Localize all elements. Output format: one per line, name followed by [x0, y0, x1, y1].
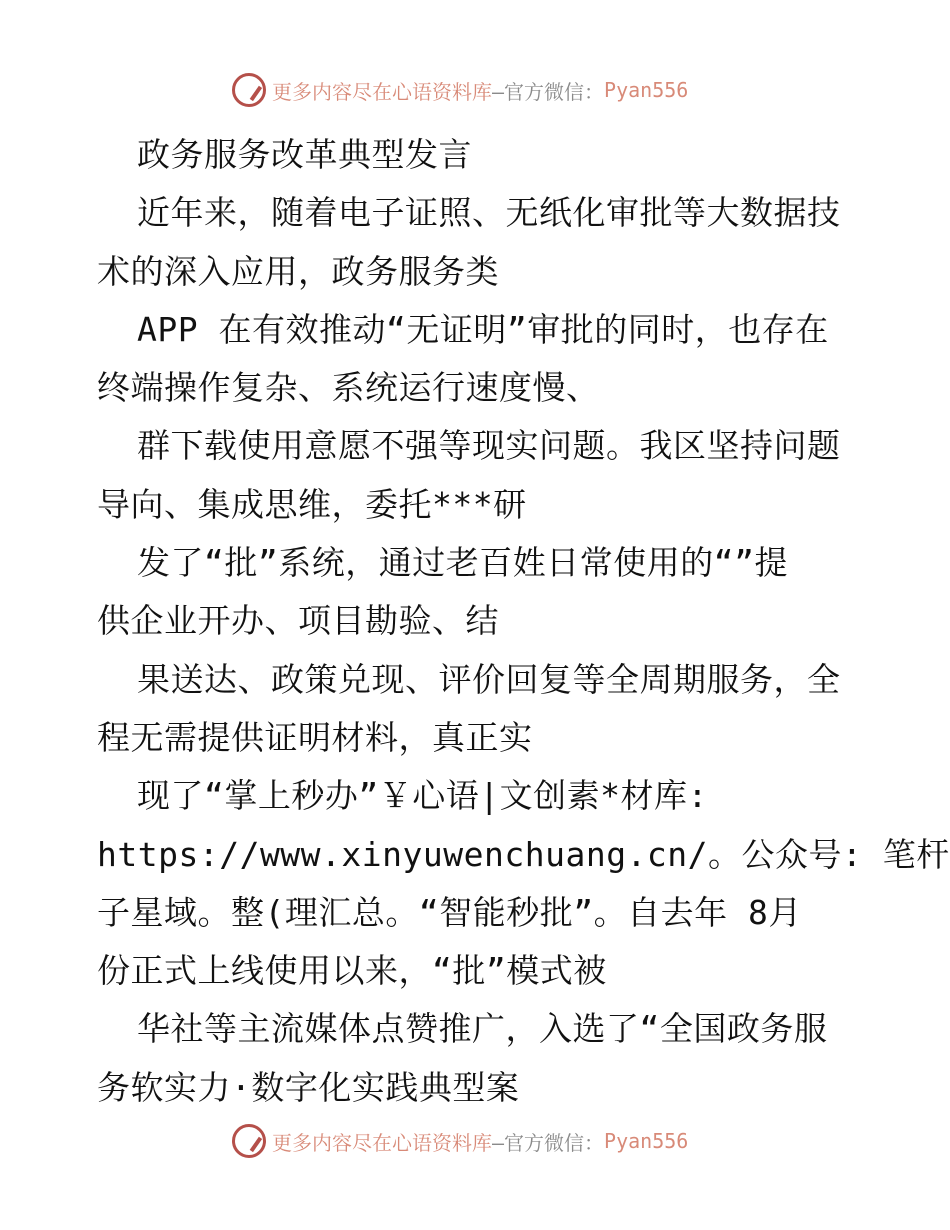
banner-wechat-label: —官方微信： — [492, 79, 605, 104]
banner-wechat-id: Pyan556 — [604, 78, 689, 102]
banner-wechat-id: Pyan556 — [604, 1129, 689, 1153]
text-line: APP 在有效推动“无证明”审批的同时，也存在 — [137, 309, 829, 349]
document-title: 政务服务改革典型发言 — [137, 135, 472, 174]
text-line: 果送达、政策兑现、评价回复等全周期服务，全 — [137, 659, 841, 699]
header-watermark-banner — [232, 70, 688, 110]
text-line: 华社等主流媒体点赞推广，入选了“全国政务服 — [137, 1009, 828, 1049]
text-line: 终端操作复杂、系统运行速度慢、 — [97, 368, 600, 408]
text-line: 导向、集成思维，委托***研 — [97, 484, 527, 524]
text-line: 发了“批”系统，通过老百姓日常使用的“”提 — [137, 543, 788, 583]
text-line: 务软实力·数字化实践典型案 — [97, 1067, 520, 1107]
text-line: 子星域。整(理汇总。“智能秒批”。自去年 8月 — [97, 892, 802, 932]
text-line: 术的深入应用，政务服务类 — [97, 251, 499, 291]
text-line: https://www.xinyuwenchuang.cn/。公众号: 笔杆 — [97, 834, 950, 874]
pen-logo-icon — [232, 1124, 266, 1158]
banner-slogan: 更多内容尽在心语资料库 — [272, 1130, 492, 1155]
text-line: 近年来，随着电子证照、无纸化审批等大数据技 — [137, 193, 841, 233]
text-line: 供企业开办、项目勘验、结 — [97, 601, 499, 641]
footer-watermark-banner — [232, 1121, 688, 1161]
text-line: 现了“掌上秒办”￥心语|文创素*材库: — [137, 776, 708, 816]
text-line: 程无需提供证明材料，真正实 — [97, 717, 533, 757]
document-body — [97, 126, 950, 1117]
pen-logo-icon — [232, 73, 266, 107]
banner-wechat-label: —官方微信： — [492, 1130, 605, 1155]
text-line: 份正式上线使用以来，“批”模式被 — [97, 951, 607, 991]
banner-slogan: 更多内容尽在心语资料库 — [272, 79, 492, 104]
text-line: 群下载使用意愿不强等现实问题。我区坚持问题 — [137, 426, 841, 466]
